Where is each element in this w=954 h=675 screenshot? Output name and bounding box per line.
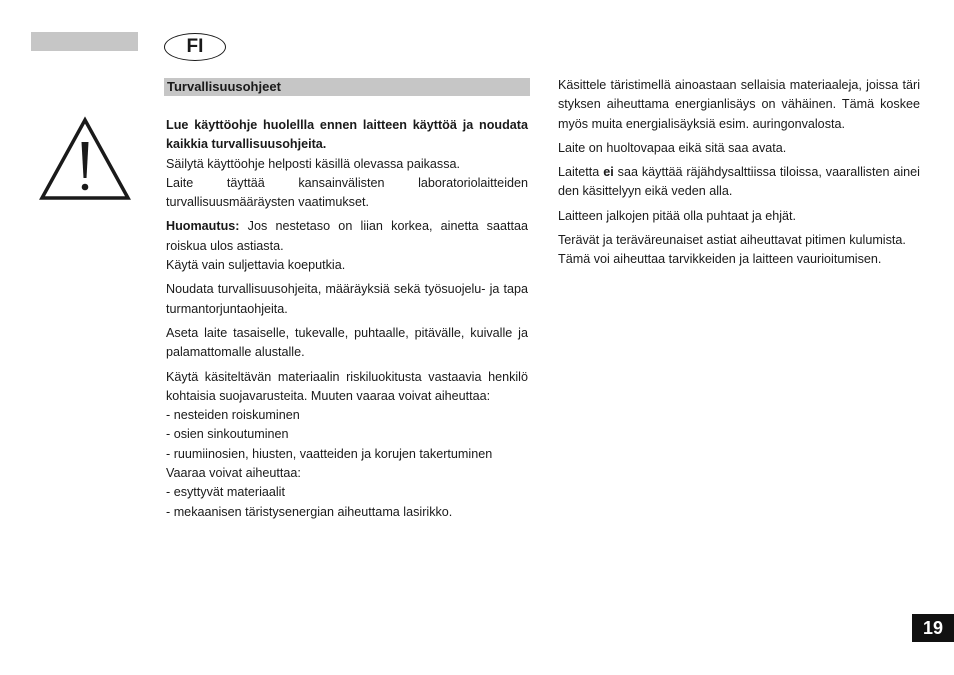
standard-compliance-text: Laite täyttää kansainvälisten laboratoriolaitteiden turvallisuusmääräysten vaatimukset. [166,175,528,210]
hazard-item: - osien sinkoutuminen [166,427,289,442]
sharp-vessels-text: Terävät ja teräväreunaiset astiat aiheuttavat pitimen kulumista. [558,233,906,248]
danger-item: - esyttyvät materiaalit [166,485,285,500]
damage-text: Tämä voi aiheuttaa tarvikkeiden ja laitteen vaurioitumisen. [558,252,882,267]
language-badge [164,33,226,61]
ppe-text: Käytä käsiteltävän materiaalin riskiluokitusta vastaavia henkilö kohtaisia suojavarusteita. Muuten vaaraa voivat aiheuttaa: [166,369,528,403]
danger-item: - mekaanisen täristysenergian aiheuttama lasirikko. [166,504,453,519]
note-text: Jos nestetaso on liian korkea, ainetta saattaa roiskua ulos astiasta. [166,219,528,253]
language-code: FI [186,36,204,57]
regulations-text: Noudata turvallisuusohjeita, määräyksiä sekä työsuojelu- ja tapa turmantorjuntaohjeita. [166,282,528,316]
hazard-item: - ruumiinosien, hiusten, vaatteiden ja korujen takertuminen [166,446,493,461]
explosive-post: saa käyttää räjähdysalttiissa tiloissa, vaarallisten ainei den käsittelyyn eikä veden alla. [558,165,920,199]
intro-instruction: Lue käyttöohje huolellla ennen laitteen käyttöä ja noudata kaikkia turvallisuusohjeita. [166,118,528,152]
right-column [558,76,920,275]
header-gray-bar [31,32,138,51]
explosive-paragraph [558,163,920,202]
warning-triangle-icon [38,116,132,202]
explosive-pre: Laitetta [558,165,604,180]
danger-intro: Vaaraa voivat aiheuttaa: [166,466,301,481]
hazard-item: - nesteiden roiskuminen [166,408,300,423]
left-column [166,116,528,522]
feet-text: Laitteen jalkojen pitää olla puhtaat ja ehjät. [558,208,797,223]
placement-text: Aseta laite tasaiselle, tukevalle, puhtaalle, pitävälle, kuivalle ja palamattomalle alustalle. [166,325,528,360]
keep-manual-text: Säilytä käyttöohje helposti käsillä olevassa paikassa. [166,156,461,171]
page-number [912,614,954,642]
materials-text: Käsittele täristimellä ainoastaan sellaisia materiaaleja, joissa täri styksen aiheuttama energianlisäys on vähäinen. Tämä koskee myös muita energialisäyksiä esim. auringonvalosta. [558,78,920,131]
note-paragraph [166,217,528,256]
maintenance-text: Laite on huoltovapaa eikä sitä saa avata. [558,140,787,155]
note-label: Huomautus: [166,219,240,234]
page-number-text: 19 [922,617,944,638]
closed-tubes-text: Käytä vain suljettavia koeputkia. [166,258,346,273]
explosive-bold: ei [603,165,614,180]
section-title: Turvallisuusohjeet [164,78,530,96]
